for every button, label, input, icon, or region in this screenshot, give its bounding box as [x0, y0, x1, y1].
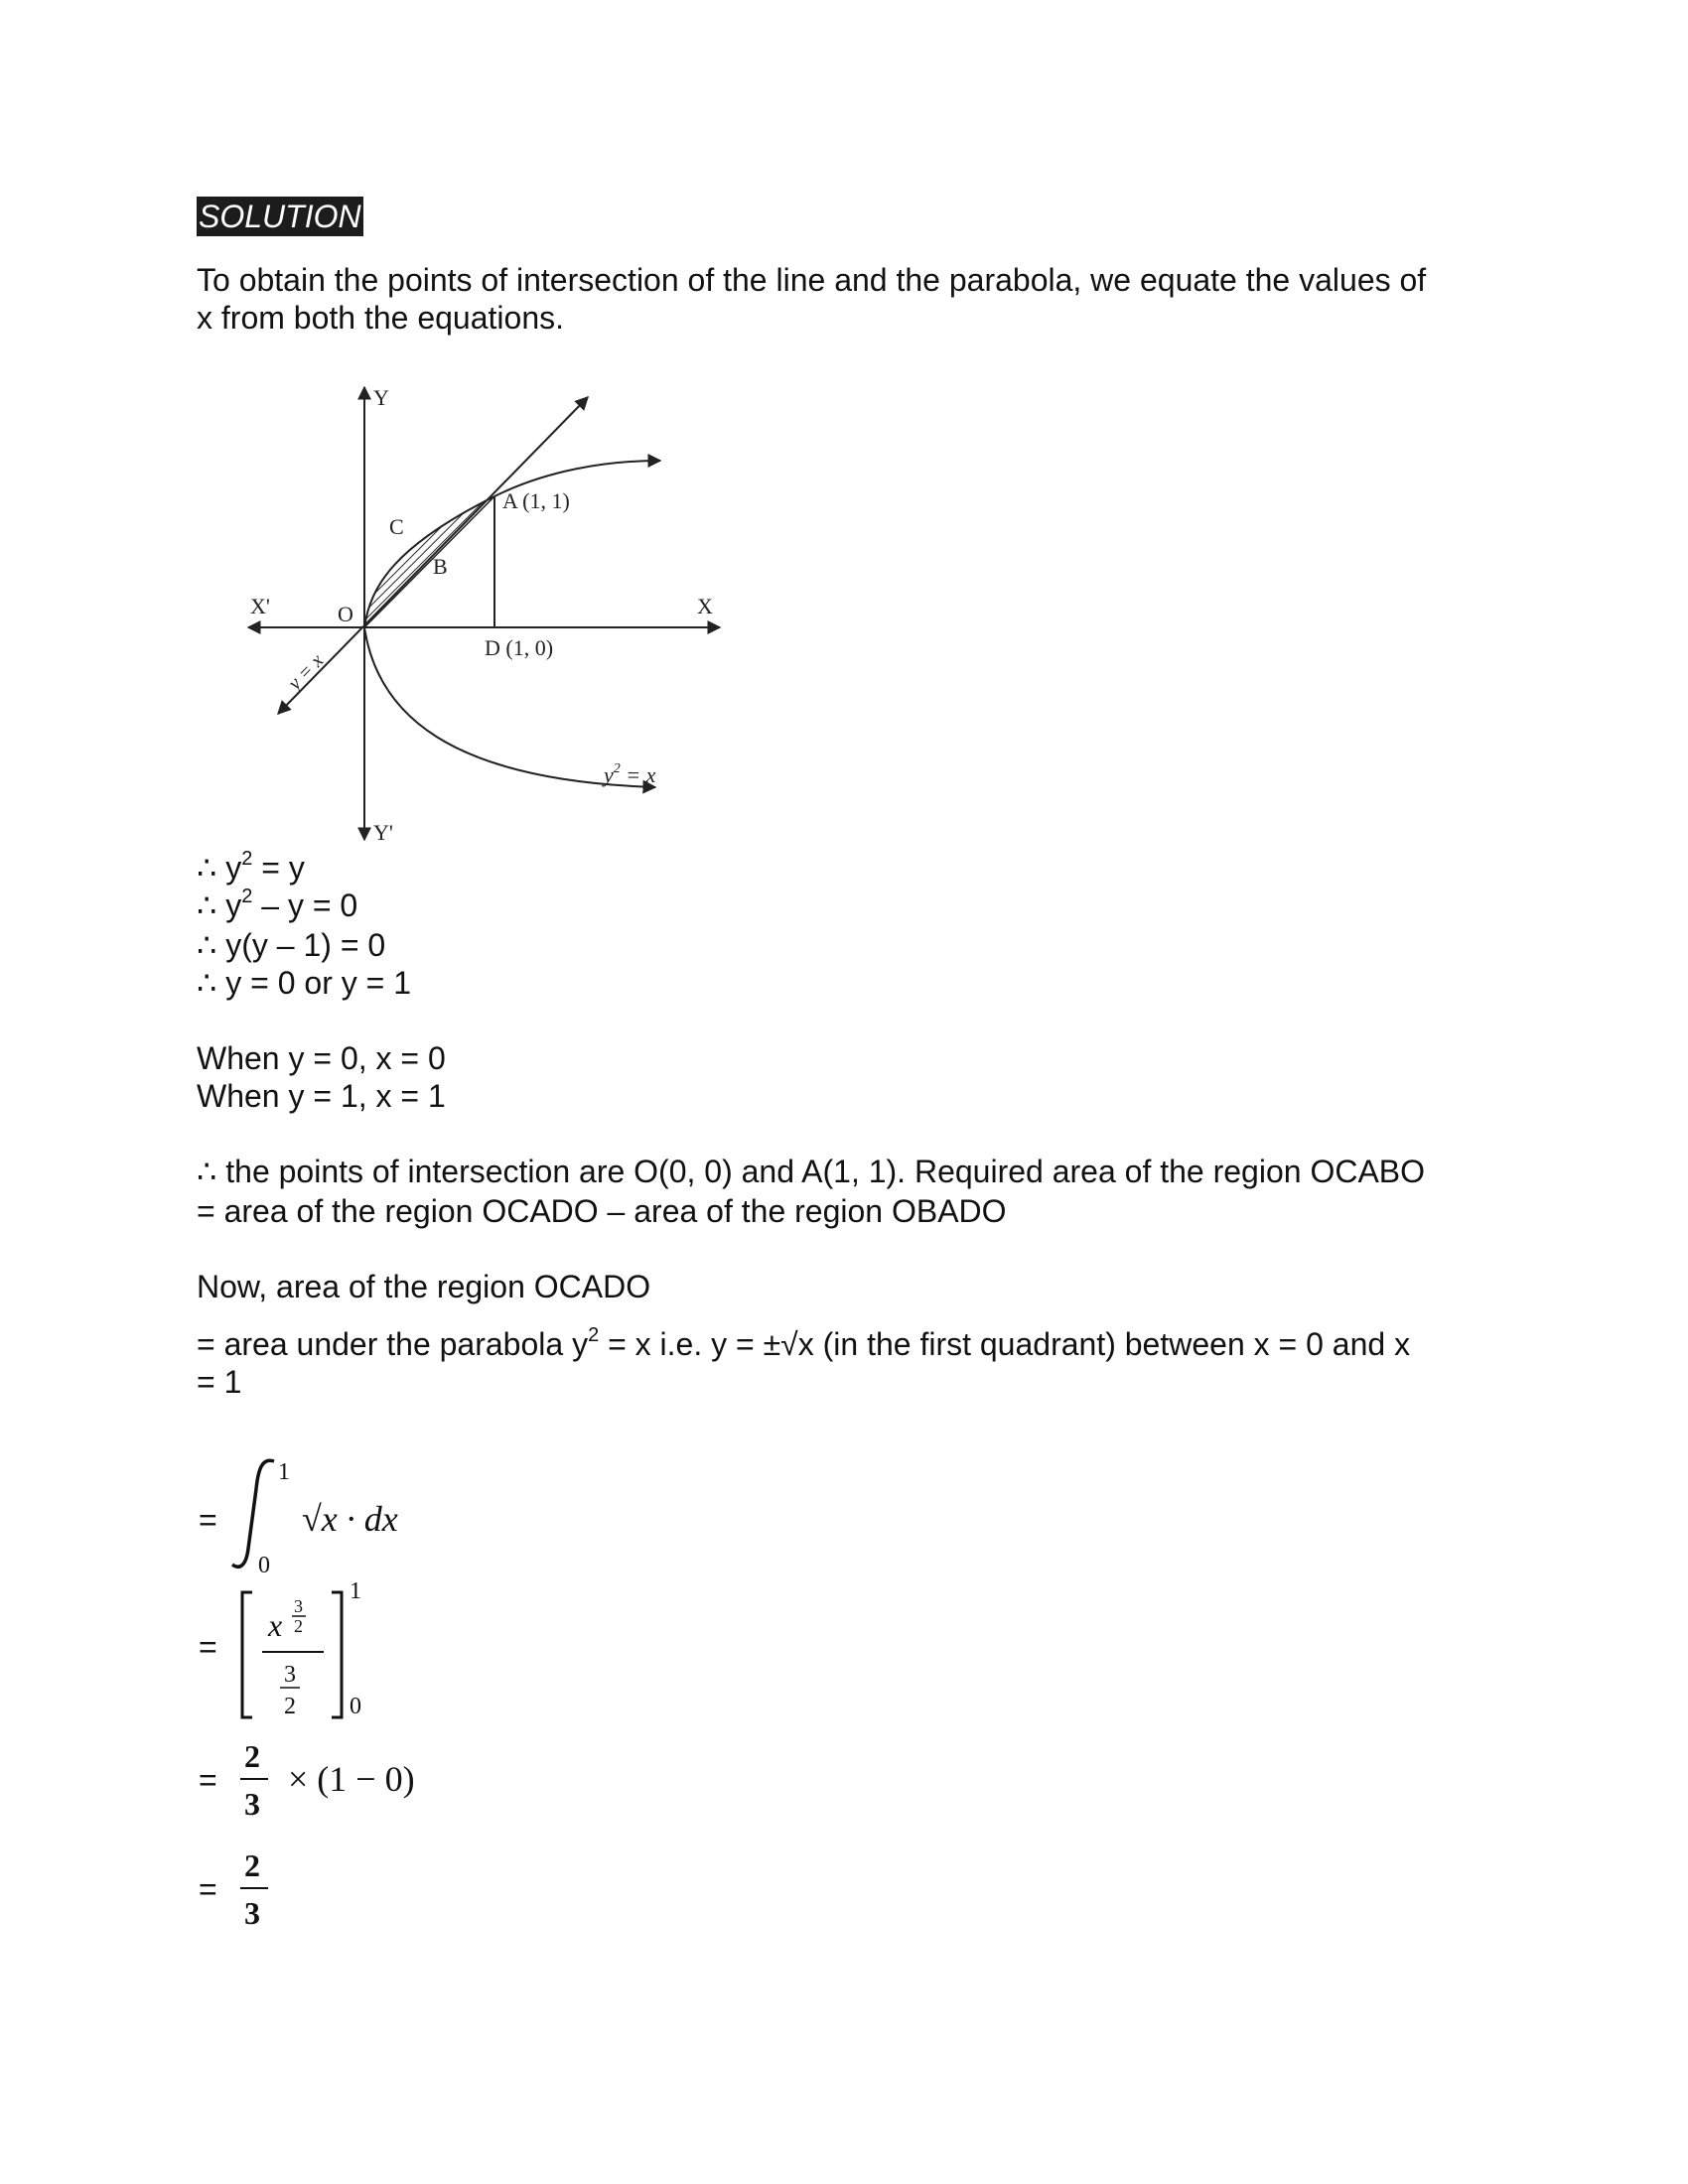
step-4: ∴ y = 0 or y = 1 — [197, 965, 412, 1001]
label-x: X — [697, 594, 713, 618]
result-denominator: 3 — [244, 1895, 260, 1931]
when-line-1: When y = 0, x = 0 — [197, 1040, 446, 1076]
bracket-lower: 0 — [350, 1694, 361, 1719]
now-line-2: = area under the parabola $y^2 = x$ i.e. y = ±√x (in the first quadrant) between x = 0 and x — [197, 1324, 1411, 1362]
label-y-neg: Y' — [373, 820, 393, 845]
equals-sign: = — [199, 1871, 217, 1907]
label-d: D (1, 0) — [485, 635, 554, 660]
intro-line-2: x from both the equations. — [197, 300, 564, 336]
label-o: O — [338, 602, 353, 626]
shaded-region — [364, 496, 494, 627]
label-a: A (1, 1) — [502, 488, 570, 513]
label-y: Y — [373, 385, 389, 410]
equals-sign: = — [199, 1762, 217, 1798]
product-equation — [197, 1727, 514, 1827]
when-line-2: When y = 1, x = 1 — [197, 1078, 446, 1114]
points-line-2: = area of the region OCADO – area of the region OBADO — [197, 1193, 1007, 1229]
bracket-equation — [197, 1578, 455, 1727]
label-c: C — [389, 514, 404, 539]
bracket-upper: 1 — [350, 1578, 361, 1604]
step-2: ∴ $y^2 - y = 0$ — [197, 886, 358, 923]
intro-line-1: To obtain the points of intersection of the line and the parabola, we equate the values of — [197, 262, 1427, 298]
integral-sign — [232, 1460, 274, 1567]
parabola-line-figure — [238, 375, 735, 852]
numerator-base: x — [268, 1607, 283, 1643]
points-line-1: ∴ the points of intersection are O(0, 0) and A(1, 1). Required area of the region OCABO — [197, 1154, 1426, 1189]
parabola-upper-branch — [364, 461, 660, 627]
denominator-den: 2 — [284, 1694, 296, 1719]
label-line: y = x — [283, 649, 329, 695]
fraction-numerator: 2 — [244, 1738, 260, 1774]
label-parabola: $y^2 = x$ — [604, 761, 656, 787]
times-expression: × (1 − 0) — [288, 1759, 415, 1799]
fraction-denominator: 3 — [244, 1786, 260, 1822]
integrand: √x · dx — [302, 1499, 398, 1539]
upper-limit: 1 — [278, 1459, 290, 1485]
result-equation — [197, 1837, 316, 1936]
label-x-neg: X' — [250, 594, 270, 618]
exp-denominator: 2 — [294, 1616, 303, 1636]
equals-sign: = — [199, 1629, 217, 1665]
step-1: ∴ $y^2 = y$ — [197, 848, 305, 886]
left-bracket — [242, 1592, 252, 1717]
solution-heading: SOLUTION — [199, 199, 361, 234]
lower-limit: 0 — [258, 1553, 270, 1578]
now-line-1: Now, area of the region OCADO — [197, 1269, 651, 1304]
exp-numerator: 3 — [294, 1596, 303, 1616]
integral-equation — [197, 1449, 494, 1578]
step-3: ∴ y(y – 1) = 0 — [197, 927, 386, 963]
right-bracket — [332, 1592, 342, 1717]
label-b: B — [433, 554, 448, 579]
now-line-3: = 1 — [197, 1364, 242, 1400]
denominator-num: 3 — [284, 1662, 296, 1688]
equals-sign: = — [199, 1502, 217, 1538]
result-numerator: 2 — [244, 1847, 260, 1883]
